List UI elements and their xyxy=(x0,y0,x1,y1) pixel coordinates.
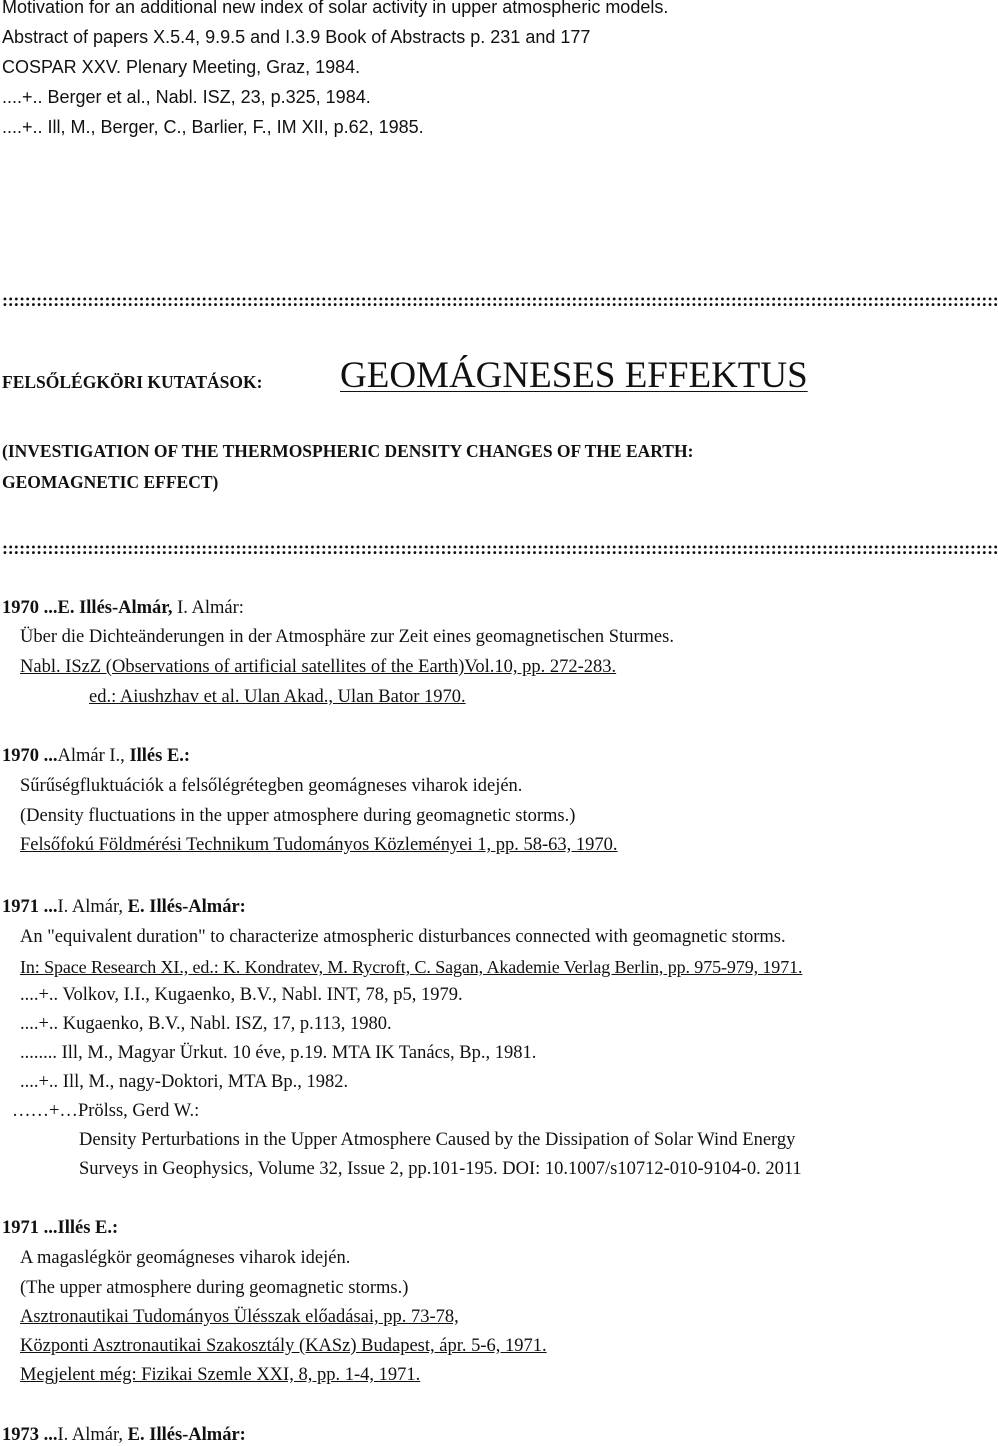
ref-line-2: Abstract of papers X.5.4, 9.9.5 and I.3.9 Book of Abstracts p. 231 and 177 xyxy=(2,27,591,47)
entry-year: 1970 ... xyxy=(2,598,58,618)
entry-4-source-2: Központi Asztronautikai Szakosztály (KASz) Budapest, ápr. 5-6, 1971. xyxy=(20,1336,547,1356)
separator-top: ::::::::::::::::::::::::::::::::::::::::::::::::::::::::::::::::::::::::::::::::::::::::::::::::::::::::::::::::::::::::::::::::::::::::::::::::::::::::::::::::::::::::::::::: xyxy=(2,290,998,310)
entry-3-citation-3: ........ Ill, M., Magyar Ürkut. 10 éve, p.19. MTA IK Tanács, Bp., 1981. xyxy=(20,1043,537,1063)
entry-1-source-2: ed.: Aiushzhav et al. Ulan Akad., Ulan Bator 1970. xyxy=(89,687,466,707)
entry-1-title: Über die Dichteänderungen in der Atmosphäre zur Zeit eines geomagnetischen Sturmes. xyxy=(20,627,674,647)
entry-2-source: Felsőfokú Földmérési Technikum Tudományos Közleményei 1, pp. 58-63, 1970. xyxy=(20,835,618,855)
entry-4-title-en: (The upper atmosphere during geomagnetic storms.) xyxy=(20,1278,409,1298)
entry-author: Almár I., xyxy=(57,746,130,766)
entry-author-bold: E. Illés-Almár: xyxy=(127,897,246,917)
entry-1-header xyxy=(2,597,244,619)
entry-3-citation-2: ....+.. Kugaenko, B.V., Nabl. ISZ, 17, p.113, 1980. xyxy=(20,1014,392,1034)
section-subtitle-line-2: GEOMAGNETIC EFFECT) xyxy=(2,472,219,492)
citation-prefix: ……+… xyxy=(12,1101,78,1121)
entry-4-header xyxy=(2,1217,118,1239)
ref-line-4: ....+.. Berger et al., Nabl. ISZ, 23, p.325, 1984. xyxy=(2,87,371,107)
entry-3-title: An "equivalent duration" to characterize atmospheric disturbances connected with geomagnetic storms. xyxy=(20,927,786,947)
ref-line-1: Motivation for an additional new index of solar activity in upper atmospheric models. xyxy=(2,0,669,17)
entry-4-title: A magaslégkör geomágneses viharok idején. xyxy=(20,1248,351,1268)
entry-3-citation-5-title: Density Perturbations in the Upper Atmosphere Caused by the Dissipation of Solar Wind Energy xyxy=(79,1130,796,1150)
entry-3-source: In: Space Research XI., ed.: K. Kondratev, M. Rycroft, C. Sagan, Akademie Verlag Berlin, pp. 975-979, 1971. xyxy=(20,957,803,977)
section-subtitle-line-1: (INVESTIGATION OF THE THERMOSPHERIC DENSITY CHANGES OF THE EARTH: xyxy=(2,441,694,461)
entry-author-bold: E. Illés-Almár: xyxy=(127,1425,246,1445)
section-label: FELSŐLÉGKÖRI KUTATÁSOK: xyxy=(2,372,263,392)
entry-5-header xyxy=(2,1424,246,1446)
entry-year: 1971 ... xyxy=(2,1218,58,1238)
section-title: GEOMÁGNESES EFFEKTUS xyxy=(340,355,808,396)
entry-3-citation-4: ....+.. Ill, M., nagy-Doktori, MTA Bp., 1982. xyxy=(20,1072,349,1092)
entry-2-title: Sűrűségfluktuációk a felsőlégrétegben geomágneses viharok idején. xyxy=(20,776,523,796)
entry-author: I. Almár, xyxy=(57,897,128,917)
entry-author: I. Almár: xyxy=(177,598,244,618)
entry-1-source-1: Nabl. ISzZ (Observations of artificial satellites of the Earth)Vol.10, pp. 272-283. xyxy=(20,657,617,677)
ref-line-3: COSPAR XXV. Plenary Meeting, Graz, 1984. xyxy=(2,57,361,77)
entry-2-header xyxy=(2,745,190,767)
entry-2-title-en: (Density fluctuations in the upper atmosphere during geomagnetic storms.) xyxy=(20,806,576,826)
ref-line-5: ....+.. Ill, M., Berger, C., Barlier, F., IM XII, p.62, 1985. xyxy=(2,117,424,137)
entry-3-citation-5 xyxy=(12,1100,199,1122)
entry-author-bold: Illés E.: xyxy=(129,746,191,766)
entry-author: I. Almár, xyxy=(57,1425,128,1445)
entry-year: 1971 ... xyxy=(2,897,58,917)
entry-year: 1973 ... xyxy=(2,1425,58,1445)
separator-bottom: ::::::::::::::::::::::::::::::::::::::::::::::::::::::::::::::::::::::::::::::::::::::::::::::::::::::::::::::::::::::::::::::::::::::::::::::::::::::::::::::::::::::::::::::: xyxy=(2,538,998,558)
entry-year: 1970 ... xyxy=(2,746,58,766)
entry-3-citation-5-source: Surveys in Geophysics, Volume 32, Issue 2, pp.101-195. DOI: 10.1007/s10712-010-9104-0. 2011 xyxy=(79,1159,802,1179)
entry-author-bold: Illés E.: xyxy=(57,1218,119,1238)
entry-3-citation-1: ....+.. Volkov, I.I., Kugaenko, B.V., Nabl. INT, 78, p5, 1979. xyxy=(20,985,463,1005)
entry-4-source-1: Asztronautikai Tudományos Ülésszak előadásai, pp. 73-78, xyxy=(20,1307,459,1327)
entry-3-header xyxy=(2,896,246,918)
entry-author-bold: E. Illés-Almár, xyxy=(57,598,178,618)
entry-4-source-3: Megjelent még: Fizikai Szemle XXI, 8, pp. 1-4, 1971. xyxy=(20,1365,421,1385)
citation-author: Prölss, Gerd W.: xyxy=(77,1101,200,1121)
